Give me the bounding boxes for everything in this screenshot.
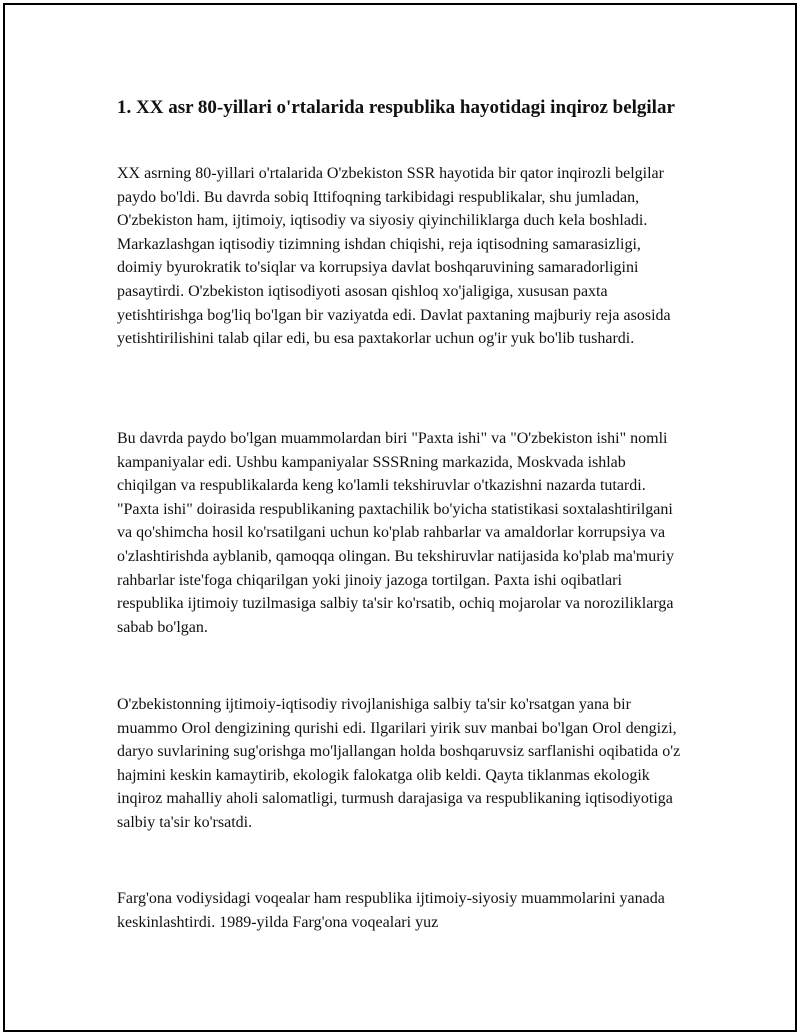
paragraph-3: O'zbekistonning ijtimoiy-iqtisodiy rivojlanishiga salbiy ta'sir ko'rsatgan yana bir muammo Orol dengizining qurishi edi. Ilgarilari yirik suv manbai bo'lgan Orol dengizi, daryo suvlarining sug'orishga mo'ljallangan holda boshqaruvsiz sarflanishi oqibatida o'z hajmini keskin kamaytirib, ekologik falokatga olib keldi. Qayta tiklanmas ekologik inqiroz mahalliy aholi salomatligi, turmush darajasiga va respublikaning iqtisodiyotiga salbiy ta'sir ko'rsatdi. (117, 696, 681, 831)
paragraph-4: Farg'ona vodiysidagi voqealar ham respublika ijtimoiy-siyosiy muammolarini yanada keskinlashtirdi. 1989-yilda Farg'ona voqealari yuz (117, 890, 665, 931)
paragraph-2: Bu davrda paydo bo'lgan muammolardan biri "Paxta ishi" va "O'zbekiston ishi" nomli kampaniyalar edi. Ushbu kampaniyalar SSSRning markazida, Moskvada ishlab chiqilgan va respublikalarda keng ko'lamli tekshiruvlar o'tkazishni nazarda tutardi. "Paxta ishi" doirasida respublikaning paxtachilik bo'yicha statistikasi soxtalashtirilgani va qo'shimcha hosil ko'rsatilgani uchun ko'plab rahbarlar va amaldorlar korrupsiya va o'zlashtirishda ayblanib, qamoqqa olingan. Bu tekshiruvlar natijasida ko'plab ma'muriy rahbarlar iste'foga chiqarilgan yoki jinoiy jazoga tortilgan. Paxta ishi oqibatlari respublika ijtimoiy tuzilmasiga salbiy ta'sir ko'rsatib, ochiq mojarolar va noroziliklarga sabab bo'lgan. (117, 430, 674, 636)
section-heading: 1. XX asr 80-yillari o'rtalarida respublika hayotidagi inqiroz belgilar (117, 97, 675, 118)
paragraph-1: XX asrning 80-yillari o'rtalarida O'zbekiston SSR hayotida bir qator inqirozli belgilar paydo bo'ldi. Bu davrda sobiq Ittifoqning tarkibidagi respublikalar, shu jumladan, O'zbekiston ham, ijtimoiy, iqtisodiy va siyosiy qiyinchiliklarga duch kela boshladi. Markazlashgan iqtisodiy tizimning ishdan chiqishi, reja iqtisodning samarasizligi, doimiy byurokratik to'siqlar va korrupsiya davlat boshqaruvining samaradorligini pasaytirdi. O'zbekiston iqtisodiyoti asosan qishloq xo'jaligiga, xususan paxta yetishtirishga bog'liq bo'lgan bir vaziyatda edi. Davlat paxtaning majburiy reja asosida yetishtirilishini talab qilar edi, bu esa paxtakorlar uchun og'ir yuk bo'lib tushardi. (117, 165, 671, 348)
